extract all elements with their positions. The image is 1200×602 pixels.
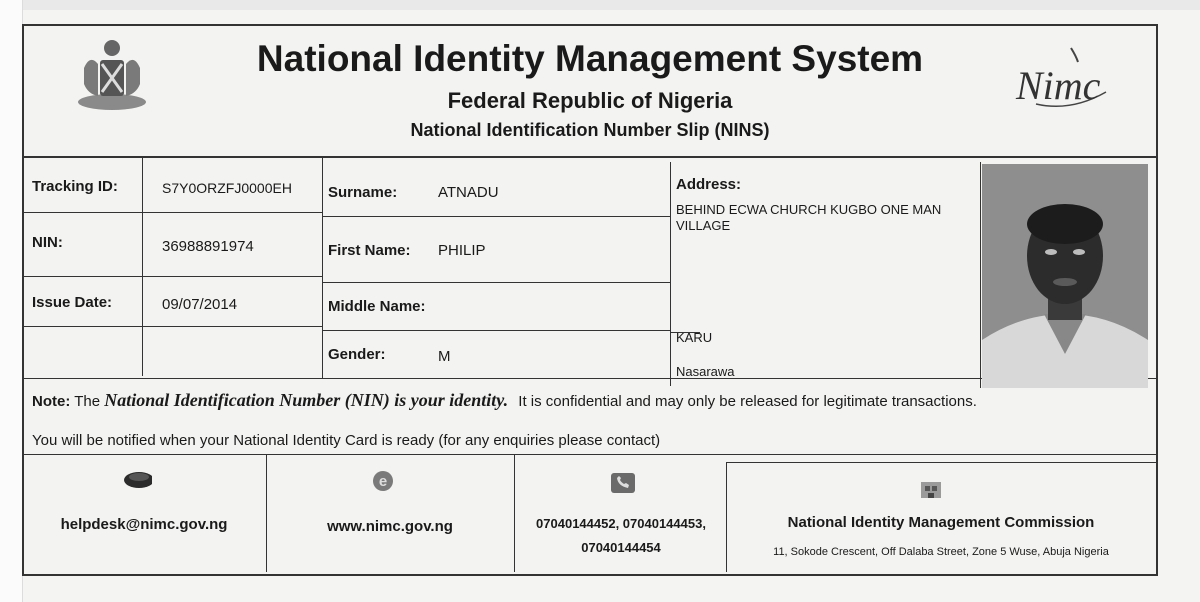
tracking-id-value: S7Y0ORZFJ0000EH <box>162 180 292 196</box>
footer-email[interactable]: helpdesk@nimc.gov.ng <box>60 516 228 533</box>
middle-name-label: Middle Name: <box>328 298 426 315</box>
note-rest: It is confidential and may only be released for legitimate transactions. <box>518 393 977 410</box>
phone-icon <box>610 472 636 494</box>
footer-website[interactable]: www.nimc.gov.ng <box>327 518 453 535</box>
note-line-2: You will be notified when your National Identity Card is ready (for any enquiries please contact) <box>32 432 661 449</box>
note-line-1 <box>32 390 977 411</box>
issue-date-label: Issue Date: <box>32 294 113 311</box>
grid-divider <box>266 454 267 572</box>
grid-divider <box>24 212 322 213</box>
grid-divider <box>670 162 671 386</box>
grid-divider <box>142 156 143 376</box>
scan-left-edge <box>0 0 23 602</box>
note-prefix: Note: <box>32 393 71 410</box>
first-name-value: PHILIP <box>438 242 486 259</box>
page-title: National Identity Management System <box>256 38 924 79</box>
email-icon <box>120 468 152 490</box>
grid-divider <box>726 462 727 572</box>
footer-org-address: 11, Sokode Crescent, Off Dalaba Street, Zone 5 Wuse, Abuja Nigeria <box>773 546 1109 558</box>
building-icon <box>918 478 944 500</box>
svg-text:e: e <box>378 473 388 490</box>
grid-divider <box>24 326 322 327</box>
footer-org-name: National Identity Management Commission <box>787 514 1095 531</box>
grid-divider <box>322 216 670 217</box>
grid-divider <box>322 156 323 378</box>
gender-value: M <box>438 348 451 365</box>
note-emphasis: National Identification Number (NIN) is your identity. <box>104 390 509 410</box>
holder-photo <box>982 164 1148 388</box>
tracking-id-label: Tracking ID: <box>32 178 118 195</box>
address-state: Nasarawa <box>676 364 735 379</box>
grid-divider <box>24 454 1156 455</box>
grid-divider <box>980 162 981 388</box>
first-name-label: First Name: <box>328 242 411 259</box>
nimc-logo-text: Nimc <box>1016 63 1101 108</box>
grid-divider <box>322 330 670 331</box>
page-subtitle: Federal Republic of Nigeria <box>447 88 733 113</box>
nin-slip <box>22 24 1158 576</box>
slip-title: National Identification Number Slip (NINS) <box>410 120 770 140</box>
grid-divider <box>514 454 515 572</box>
nin-label: NIN: <box>32 234 63 251</box>
grid-divider <box>24 276 322 277</box>
surname-value: ATNADU <box>438 184 499 201</box>
address-label: Address: <box>676 176 742 193</box>
footer-phones-1: 07040144452, 07040144453, <box>536 516 706 531</box>
web-browser-icon <box>370 470 396 492</box>
nin-value: 36988891974 <box>162 238 254 255</box>
grid-divider <box>726 462 1156 463</box>
address-line1: BEHIND ECWA CHURCH KUGBO ONE MAN <box>676 202 942 217</box>
issue-date-value: 09/07/2014 <box>162 296 238 313</box>
grid-divider <box>322 282 670 283</box>
note-the: The <box>74 393 101 410</box>
nimc-logo <box>1016 44 1116 114</box>
footer-phones-2: 07040144454 <box>581 540 661 555</box>
scan-top-edge <box>0 0 1200 10</box>
slip-header <box>24 26 1156 158</box>
address-line2: VILLAGE <box>676 218 731 233</box>
surname-label: Surname: <box>328 184 398 201</box>
gender-label: Gender: <box>328 346 386 363</box>
address-town: KARU <box>676 330 713 345</box>
